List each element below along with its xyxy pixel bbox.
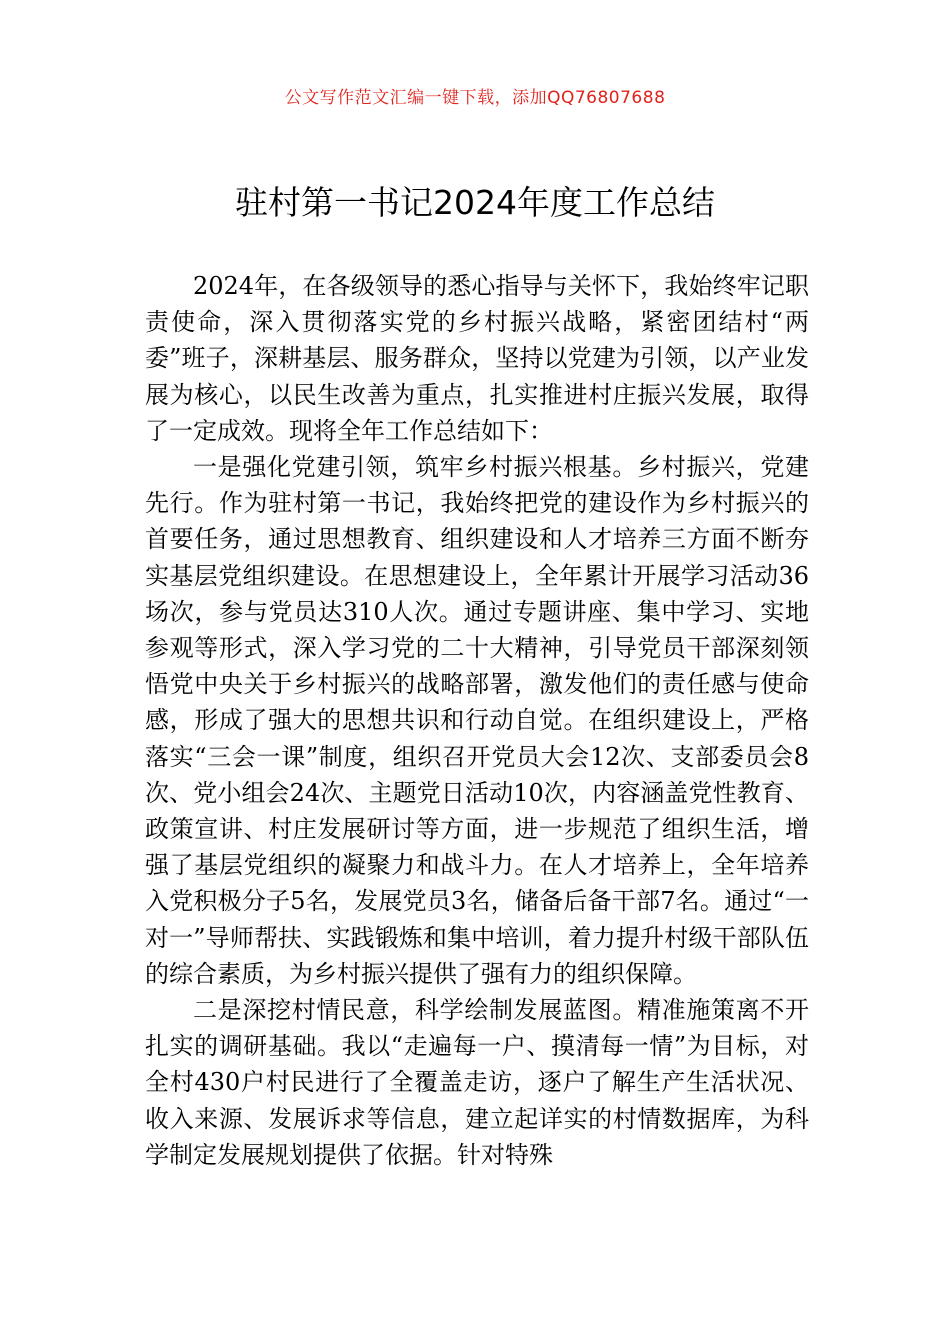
paragraph-party-building: 一是强化党建引领，筑牢乡村振兴根基。乡村振兴，党建先行。作为驻村第一书记，我始终把党的建设作为乡村振兴的首要任务，通过思想教育、组织建设和人才培养三方面不断夯实基层党组织建设。在思想建设上，全年累计开展学习活动36场次，参与党员达310人次。通过专题讲座、集中学习、实地参观等形式，深入学习党的二十大精神，引导党员干部深刻领悟党中央关于乡村振兴的战略部署，激发他们的责任感与使命感，形成了强大的思想共识和行动自觉。在组织建设上，严格落实“三会一课”制度，组织召开党员大会12次、支部委员会8次、党小组会24次、主题党日活动10次，内容涵盖党性教育、政策宣讲、村庄发展研讨等方面，进一步规范了组织生活，增强了基层党组织的凝聚力和战斗力。在人才培养上，全年培养入党积极分子5名，发展党员3名，储备后备干部7名。通过“一对一”导师帮扶、实践锻炼和集中培训，着力提升村级干部队伍的综合素质，为乡村振兴提供了强有力的组织保障。 (145, 453, 809, 988)
document-body (145, 268, 809, 1173)
paragraph-intro: 2024年，在各级领导的悉心指导与关怀下，我始终牢记职责使命，深入贯彻落实党的乡村振兴战略，紧密团结村“两委”班子，深耕基层、服务群众，坚持以党建为引领，以产业发展为核心，以民生改善为重点，扎实推进村庄振兴发展，取得了一定成效。现将全年工作总结如下： (145, 272, 809, 445)
document-title: 驻村第一书记2024年度工作总结 (235, 183, 715, 222)
download-banner: 公文写作范文汇编一键下载，添加QQ76807688 (284, 88, 666, 108)
paragraph-village-research: 二是深挖村情民意，科学绘制发展蓝图。精准施策离不开扎实的调研基础。我以“走遍每一户、摸清每一情”为目标，对全村430户村民进行了全覆盖走访，逐户了解生产生活状况、收入来源、发展诉求等信息，建立起详实的村情数据库，为科学制定发展规划提供了依据。针对特殊 (145, 996, 809, 1169)
